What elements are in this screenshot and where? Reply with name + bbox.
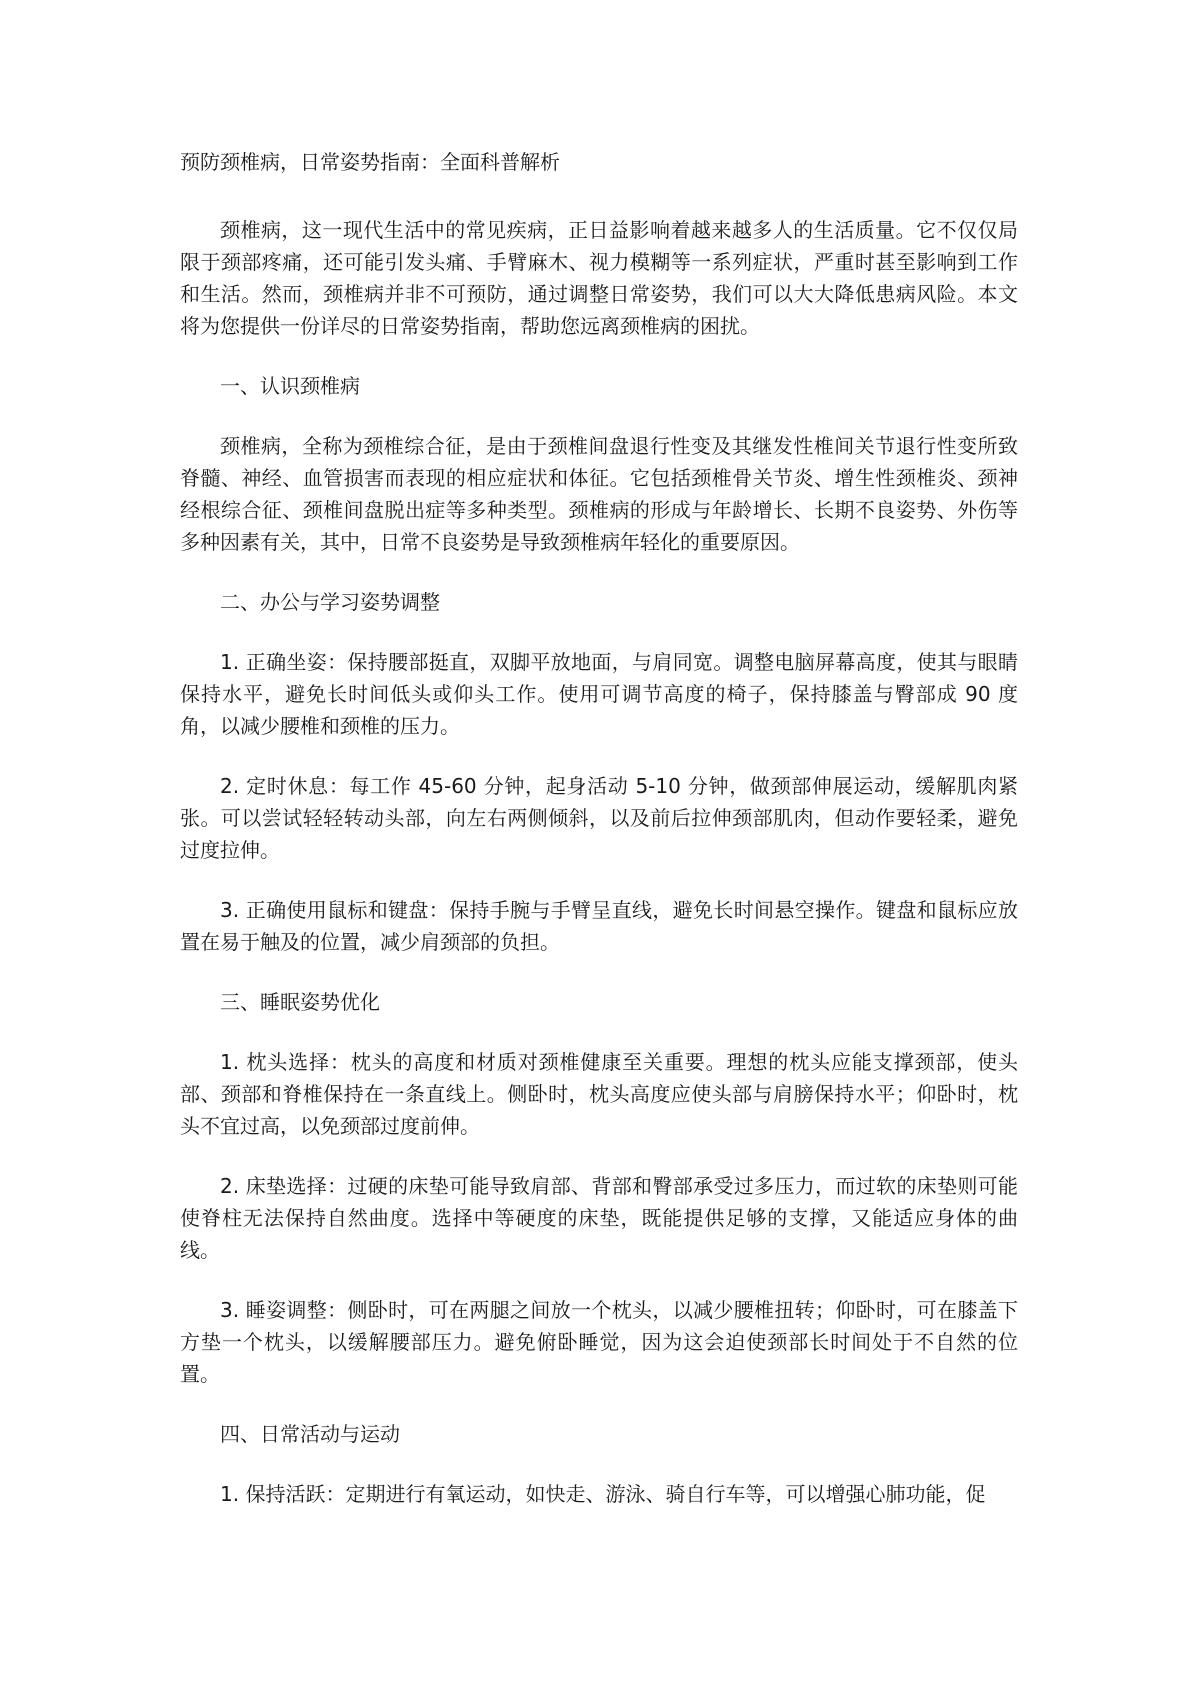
document-page <box>180 146 1018 1538</box>
section-heading-office-posture: 二、办公与学习姿势调整 <box>220 590 440 614</box>
paragraph: 1. 枕头选择：枕头的高度和材质对颈椎健康至关重要。理想的枕头应能支撑颈部，使头部、颈部和脊椎保持在一条直线上。侧卧时，枕头高度应使头部与肩膀保持水平；仰卧时，枕头不宜过高，以免颈部过度前伸。 <box>180 1050 1018 1138</box>
document-title: 预防颈椎病，日常姿势指南：全面科普解析 <box>180 150 560 174</box>
paragraph: 颈椎病，全称为颈椎综合征，是由于颈椎间盘退行性变及其继发性椎间关节退行性变所致脊髓、神经、血管损害而表现的相应症状和体征。它包括颈椎骨关节炎、增生性颈椎炎、颈神经根综合征、颈椎间盘脱出症等多种类型。颈椎病的形成与年龄增长、长期不良姿势、外伤等多种因素有关，其中，日常不良姿势是导致颈椎病年轻化的重要原因。 <box>180 434 1018 554</box>
paragraph: 1. 正确坐姿：保持腰部挺直，双脚平放地面，与肩同宽。调整电脑屏幕高度，使其与眼睛保持水平，避免长时间低头或仰头工作。使用可调节高度的椅子，保持膝盖与臀部成 90 度角，以减少腰椎和颈椎的压力。 <box>180 650 1018 738</box>
paragraph: 2. 床垫选择：过硬的床垫可能导致肩部、背部和臀部承受过多压力，而过软的床垫则可能使脊柱无法保持自然曲度。选择中等硬度的床垫，既能提供足够的支撑，又能适应身体的曲线。 <box>180 1174 1018 1262</box>
paragraph: 1. 保持活跃：定期进行有氧运动，如快走、游泳、骑自行车等，可以增强心肺功能，促 <box>220 1482 986 1506</box>
section-heading-understanding: 一、认识颈椎病 <box>220 374 360 398</box>
intro-paragraph: 颈椎病，这一现代生活中的常见疾病，正日益影响着越来越多人的生活质量。它不仅仅局限于颈部疼痛，还可能引发头痛、手臂麻木、视力模糊等一系列症状，严重时甚至影响到工作和生活。然而，颈椎病并非不可预防，通过调整日常姿势，我们可以大大降低患病风险。本文将为您提供一份详尽的日常姿势指南，帮助您远离颈椎病的困扰。 <box>180 218 1018 338</box>
section-heading-daily-activity: 四、日常活动与运动 <box>220 1422 400 1446</box>
section-heading-sleep-posture: 三、睡眠姿势优化 <box>220 990 380 1014</box>
paragraph: 3. 睡姿调整：侧卧时，可在两腿之间放一个枕头，以减少腰椎扭转；仰卧时，可在膝盖下方垫一个枕头，以缓解腰部压力。避免俯卧睡觉，因为这会迫使颈部长时间处于不自然的位置。 <box>180 1298 1018 1386</box>
paragraph: 3. 正确使用鼠标和键盘：保持手腕与手臂呈直线，避免长时间悬空操作。键盘和鼠标应放置在易于触及的位置，减少肩颈部的负担。 <box>180 898 1018 954</box>
paragraph: 2. 定时休息：每工作 45-60 分钟，起身活动 5-10 分钟，做颈部伸展运动，缓解肌肉紧张。可以尝试轻轻转动头部，向左右两侧倾斜，以及前后拉伸颈部肌肉，但动作要轻柔，避免过度拉伸。 <box>180 774 1018 862</box>
